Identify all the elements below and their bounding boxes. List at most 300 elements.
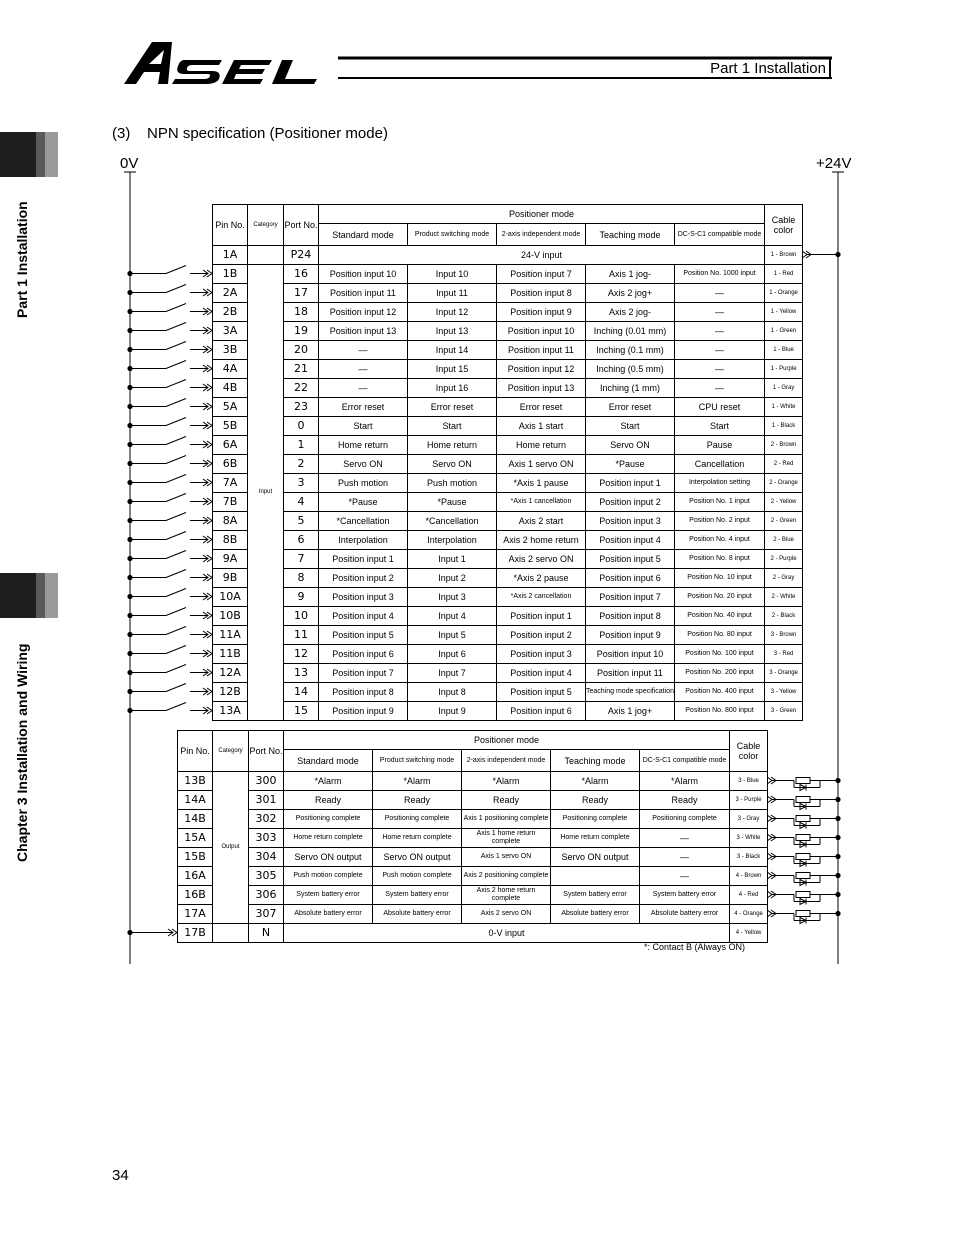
product-switching-cell: Input 3 [408,588,497,607]
dcs-mode-cell: Position No. 4 input [675,531,765,550]
port-cell: 20 [284,341,319,360]
table-row [178,848,768,867]
port-cell: 15 [284,702,319,721]
port-cell: 305 [249,867,284,886]
table-row [213,341,803,360]
port-cell: 13 [284,664,319,683]
pin-cell: 7A [213,474,248,493]
product-switching-cell: Push motion [408,474,497,493]
table-row [178,829,768,848]
port-cell: 10 [284,607,319,626]
teaching-mode-cell: Position input 10 [586,645,675,664]
product-switching-cell: Input 9 [408,702,497,721]
load-resistor [796,816,810,822]
cable-cell: 4 - Brown [730,867,768,886]
input-switch-contact [166,437,186,445]
teaching-mode-cell: Ready [551,791,640,810]
load-resistor [796,778,810,784]
category-cell [248,246,284,265]
standard-mode-cell: Position input 3 [319,588,408,607]
input-switch-contact [166,703,186,711]
two-axis-cell: Axis 2 positioning complete [462,867,551,886]
cable-cell: 2 - Black [765,607,803,626]
table-row [213,436,803,455]
input-switch-contact [166,418,186,426]
col-header-product: Product switching mode [408,224,497,246]
teaching-mode-cell: Home return complete [551,829,640,848]
input-switch-contact [166,684,186,692]
input-switch-contact [166,608,186,616]
two-axis-cell: Position input 11 [497,341,586,360]
load-resistor [796,892,810,898]
table-row [178,810,768,829]
pin-cell: 15B [178,848,213,867]
standard-mode-cell: Position input 13 [319,322,408,341]
input-switch-contact [166,665,186,673]
dcs-mode-cell: — [675,322,765,341]
table-row [213,322,803,341]
product-switching-cell: Home return [408,436,497,455]
cable-cell: 4 - Orange [730,905,768,924]
table-row [178,924,768,943]
standard-mode-cell: *Cancellation [319,512,408,531]
col-header-category: Category [213,731,249,772]
dcs-mode-cell: Position No. 800 input [675,702,765,721]
category-cell [213,924,249,943]
pin-cell: 17A [178,905,213,924]
teaching-mode-cell: Servo ON [586,436,675,455]
two-axis-cell: Position input 9 [497,303,586,322]
pin-cell: 2B [213,303,248,322]
pin-cell: 1B [213,265,248,284]
teaching-mode-cell: Position input 2 [586,493,675,512]
standard-mode-cell: Error reset [319,398,408,417]
dcs-mode-cell: Pause [675,436,765,455]
input-switch-contact [166,342,186,350]
port-cell: 23 [284,398,319,417]
cable-cell: 1 - White [765,398,803,417]
table-row [178,886,768,905]
input-switch-contact [166,361,186,369]
two-axis-cell: Axis 1 positioning complete [462,810,551,829]
two-axis-cell: Position input 4 [497,664,586,683]
col-header-port: Port No. [284,205,319,246]
input-switch-contact [166,475,186,483]
teaching-mode-cell: Servo ON output [551,848,640,867]
cable-cell: 2 - Gray [765,569,803,588]
pin-cell: 4A [213,360,248,379]
output-junction [835,911,840,916]
teaching-mode-cell: Position input 8 [586,607,675,626]
teaching-mode-cell: Inching (0.1 mm) [586,341,675,360]
cable-cell: 3 - Purple [730,791,768,810]
product-switching-cell: *Pause [408,493,497,512]
pin-cell: 16A [178,867,213,886]
two-axis-cell: *Axis 1 cancellation [497,493,586,512]
table-row [213,645,803,664]
pin-cell: 9B [213,569,248,588]
port-cell: 14 [284,683,319,702]
input-switch-contact [166,399,186,407]
two-axis-cell: Error reset [497,398,586,417]
voltage-0v-label: 0V [120,155,139,172]
col-header-pin: Pin No. [178,731,213,772]
teaching-mode-cell: Teaching mode specification [586,683,675,702]
cable-cell: 4 - Yellow [730,924,768,943]
pin-cell: 6A [213,436,248,455]
product-switching-cell: Input 11 [408,284,497,303]
standard-mode-cell: Position input 9 [319,702,408,721]
standard-mode-cell: Servo ON output [284,848,373,867]
port-cell: P24 [284,246,319,265]
teaching-mode-cell: Position input 3 [586,512,675,531]
dcs-mode-cell: — [675,341,765,360]
standard-mode-cell: Position input 4 [319,607,408,626]
cable-cell: 1 - Green [765,322,803,341]
standard-mode-cell: Position input 10 [319,265,408,284]
cable-cell: 1 - Red [765,265,803,284]
col-header-dcs: DC-S-C1 compatible mode [640,750,730,772]
pin-cell: 5B [213,417,248,436]
two-axis-cell: Position input 3 [497,645,586,664]
product-switching-cell: Push motion complete [373,867,462,886]
product-switching-cell: Input 1 [408,550,497,569]
two-axis-cell: Ready [462,791,551,810]
input-switch-contact [166,513,186,521]
cable-cell: 3 - Black [730,848,768,867]
table-row [213,284,803,303]
two-axis-cell: Position input 10 [497,322,586,341]
teaching-mode-cell: *Alarm [551,772,640,791]
port-cell: 8 [284,569,319,588]
port-cell: 7 [284,550,319,569]
standard-mode-cell: System battery error [284,886,373,905]
product-switching-cell: Input 4 [408,607,497,626]
table-row [213,417,803,436]
pin-cell: 11B [213,645,248,664]
product-switching-cell: Input 16 [408,379,497,398]
product-switching-cell: Input 8 [408,683,497,702]
port-cell: 9 [284,588,319,607]
pin-cell: 14A [178,791,213,810]
teaching-mode-cell: Axis 2 jog+ [586,284,675,303]
standard-mode-cell: Positioning complete [284,810,373,829]
input-switch-contact [166,551,186,559]
pin-cell: 8B [213,531,248,550]
load-resistor [796,854,810,860]
two-axis-cell: Home return [497,436,586,455]
cable-cell: 2 - White [765,588,803,607]
teaching-mode-cell: Position input 7 [586,588,675,607]
cable-cell: 2 - Blue [765,531,803,550]
pin-cell: 3A [213,322,248,341]
table-row [213,265,803,284]
dcs-mode-cell: Start [675,417,765,436]
two-axis-cell: *Axis 2 cancellation [497,588,586,607]
product-switching-cell: Home return complete [373,829,462,848]
cable-cell: 2 - Orange [765,474,803,493]
dcs-mode-cell: Position No. 8 input [675,550,765,569]
two-axis-cell: Position input 12 [497,360,586,379]
col-header-dcs: DC-S-C1 compatible mode [675,224,765,246]
cable-cell: 4 - Red [730,886,768,905]
dcs-mode-cell: Position No. 200 input [675,664,765,683]
cable-cell: 3 - Red [765,645,803,664]
port-cell: 19 [284,322,319,341]
table-row [178,905,768,924]
cable-cell: 2 - Green [765,512,803,531]
pin-cell: 17B [178,924,213,943]
port-cell: 11 [284,626,319,645]
product-switching-cell: Ready [373,791,462,810]
two-axis-cell: Axis 1 start [497,417,586,436]
standard-mode-cell: Interpolation [319,531,408,550]
cable-cell: 3 - Orange [765,664,803,683]
table-row [213,512,803,531]
table-row [213,474,803,493]
cable-cell: 2 - Purple [765,550,803,569]
col-header-2axis: 2-axis independent mode [462,750,551,772]
power-input-cell: 24-V input [319,246,765,265]
load-resistor [796,835,810,841]
product-switching-cell: Input 7 [408,664,497,683]
standard-mode-cell: Position input 7 [319,664,408,683]
pin-cell: 12A [213,664,248,683]
dcs-mode-cell: — [640,867,730,886]
teaching-mode-cell: Position input 6 [586,569,675,588]
teaching-mode-cell: Inching (1 mm) [586,379,675,398]
standard-mode-cell: Push motion complete [284,867,373,886]
standard-mode-cell: Position input 2 [319,569,408,588]
pin-cell: 3B [213,341,248,360]
cable-cell: 1 - Blue [765,341,803,360]
table-row [213,607,803,626]
teaching-mode-cell: Position input 9 [586,626,675,645]
teaching-mode-cell: Axis 1 jog+ [586,702,675,721]
table-row [213,360,803,379]
port-cell: 1 [284,436,319,455]
col-header-positioner-mode: Positioner mode [284,731,730,750]
dcs-mode-cell: Interpolation setting [675,474,765,493]
dcs-mode-cell: Position No. 1 input [675,493,765,512]
port-cell: 306 [249,886,284,905]
teaching-mode-cell: Position input 1 [586,474,675,493]
table-row [213,455,803,474]
teaching-mode-cell: Axis 2 jog- [586,303,675,322]
product-switching-cell: Input 2 [408,569,497,588]
two-axis-cell: *Axis 1 pause [497,474,586,493]
input-switch-contact [166,589,186,597]
two-axis-cell: Position input 13 [497,379,586,398]
port-cell: N [249,924,284,943]
port-cell: 303 [249,829,284,848]
standard-mode-cell: — [319,341,408,360]
two-axis-cell: Axis 1 servo ON [497,455,586,474]
pin-cell: 9A [213,550,248,569]
table-row [213,588,803,607]
standard-mode-cell: Home return [319,436,408,455]
input-switch-contact [166,285,186,293]
table-row [213,550,803,569]
table-row [213,379,803,398]
port-cell: 22 [284,379,319,398]
teaching-mode-cell: Absolute battery error [551,905,640,924]
dcs-mode-cell: — [675,379,765,398]
port-cell: 3 [284,474,319,493]
output-junction [835,892,840,897]
load-resistor [796,911,810,917]
col-header-pin: Pin No. [213,205,248,246]
cable-cell: 3 - Brown [765,626,803,645]
standard-mode-cell: — [319,360,408,379]
teaching-mode-cell: Inching (0.5 mm) [586,360,675,379]
port-cell: 12 [284,645,319,664]
port-cell: 0 [284,417,319,436]
footnote: *: Contact B (Always ON) [644,942,746,952]
standard-mode-cell: Servo ON [319,455,408,474]
product-switching-cell: Error reset [408,398,497,417]
teaching-mode-cell: System battery error [551,886,640,905]
standard-mode-cell: Position input 11 [319,284,408,303]
dcs-mode-cell: Position No. 400 input [675,683,765,702]
product-switching-cell: Interpolation [408,531,497,550]
two-axis-cell: Position input 6 [497,702,586,721]
port-cell: 17 [284,284,319,303]
two-axis-cell: *Alarm [462,772,551,791]
teaching-mode-cell: Position input 5 [586,550,675,569]
two-axis-cell: Position input 2 [497,626,586,645]
dcs-mode-cell: — [640,848,730,867]
two-axis-cell: Position input 7 [497,265,586,284]
dcs-mode-cell: Absolute battery error [640,905,730,924]
dcs-mode-cell: Positioning complete [640,810,730,829]
output-junction [835,797,840,802]
product-switching-cell: *Cancellation [408,512,497,531]
category-cell: Output [213,772,249,924]
cable-cell: 2 - Yellow [765,493,803,512]
voltage-24v-label: +24V [816,155,852,172]
two-axis-cell: Axis 2 servo ON [462,905,551,924]
teaching-mode-cell: Position input 11 [586,664,675,683]
dcs-mode-cell: Position No. 40 input [675,607,765,626]
pin-cell: 8A [213,512,248,531]
teaching-mode-cell: Inching (0.01 mm) [586,322,675,341]
input-switch-contact [166,532,186,540]
two-axis-cell: Position input 5 [497,683,586,702]
port-cell: 16 [284,265,319,284]
two-axis-cell: *Axis 2 pause [497,569,586,588]
port-cell: 18 [284,303,319,322]
port-cell: 6 [284,531,319,550]
pin-cell: 16B [178,886,213,905]
cable-cell: 3 - Green [765,702,803,721]
cable-cell: 2 - Brown [765,436,803,455]
dcs-mode-cell: — [675,360,765,379]
input-switch-contact [166,494,186,502]
side-tab-chapter-label: Chapter 3 Installation and Wiring [14,643,30,863]
product-switching-cell: *Alarm [373,772,462,791]
col-header-teaching: Teaching mode [586,224,675,246]
product-switching-cell: Input 13 [408,322,497,341]
cable-cell: 3 - Yellow [765,683,803,702]
product-switching-cell: Input 10 [408,265,497,284]
table-row [178,867,768,886]
cable-cell: 1 - Brown [765,246,803,265]
port-cell: 307 [249,905,284,924]
input-switch-contact [166,380,186,388]
col-header-cable-color: Cable color [765,205,803,246]
table-row [213,569,803,588]
input-switch-contact [166,266,186,274]
dcs-mode-cell: *Alarm [640,772,730,791]
table-row [213,664,803,683]
two-axis-cell: Axis 2 servo ON [497,550,586,569]
cable-cell: 3 - Gray [730,810,768,829]
standard-mode-cell: Position input 1 [319,550,408,569]
two-axis-cell: Axis 2 home return [497,531,586,550]
table-row [213,246,803,265]
side-tab-part-label: Part 1 Installation [14,201,30,319]
load-resistor [796,873,810,879]
product-switching-cell: Input 12 [408,303,497,322]
ground-input-cell: 0-V input [284,924,730,943]
pin-cell: 4B [213,379,248,398]
pin-cell: 11A [213,626,248,645]
product-switching-cell: Servo ON [408,455,497,474]
header-title: Part 1 Installation [710,60,826,77]
output-junction [835,873,840,878]
category-cell: Input [248,265,284,721]
col-header-2axis: 2-axis independent mode [497,224,586,246]
col-header-port: Port No. [249,731,284,772]
teaching-mode-cell: *Pause [586,455,675,474]
table-row [213,683,803,702]
dcs-mode-cell: Position No. 10 input [675,569,765,588]
product-switching-cell: Positioning complete [373,810,462,829]
standard-mode-cell: Home return complete [284,829,373,848]
port-cell: 302 [249,810,284,829]
teaching-mode-cell: Error reset [586,398,675,417]
dcs-mode-cell: Position No. 100 input [675,645,765,664]
dcs-mode-cell: Position No. 20 input [675,588,765,607]
cable-cell: 1 - Purple [765,360,803,379]
output-junction [835,835,840,840]
teaching-mode-cell: Positioning complete [551,810,640,829]
product-switching-cell: Input 5 [408,626,497,645]
standard-mode-cell: Absolute battery error [284,905,373,924]
col-header-teaching: Teaching mode [551,750,640,772]
two-axis-cell: Axis 2 start [497,512,586,531]
table-row [213,398,803,417]
pin-cell: 13A [213,702,248,721]
table-row [178,791,768,810]
input-switch-contact [166,570,186,578]
dcs-mode-cell: — [640,829,730,848]
dcs-mode-cell: Position No. 80 input [675,626,765,645]
port-cell: 4 [284,493,319,512]
two-axis-cell: Position input 1 [497,607,586,626]
port-cell: 300 [249,772,284,791]
input-pin-table [212,204,803,721]
pin-cell: 7B [213,493,248,512]
output-junction [835,778,840,783]
pin-cell: 15A [178,829,213,848]
standard-mode-cell: Start [319,417,408,436]
output-junction [835,854,840,859]
output-pin-table [177,730,768,943]
two-axis-cell: Axis 2 home return complete [462,886,551,905]
col-header-cable-color: Cable color [730,731,768,772]
